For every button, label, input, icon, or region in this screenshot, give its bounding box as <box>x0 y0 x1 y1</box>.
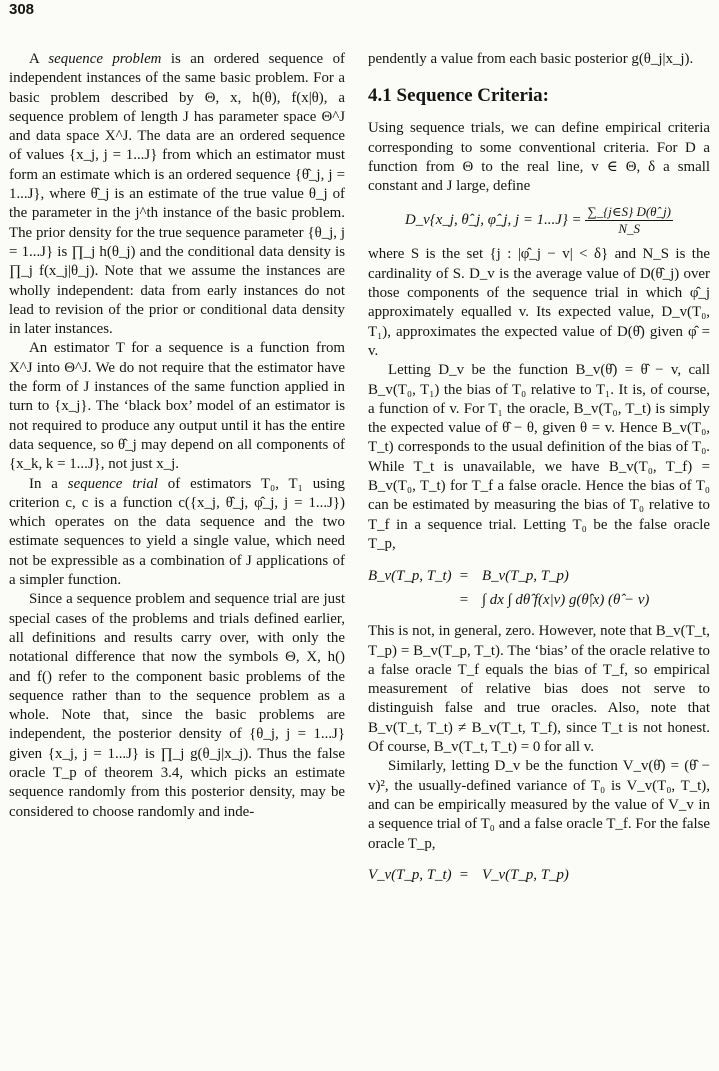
paragraph-estimator: An estimator T for a sequence is a function from X^J into Θ^J. We do not require that the estimator have the form of J instances of the same function applied in turn to {x_j}. The ‘black box’ model of an estimator is not required to produce any output until it has the entire data sequence, so θ̂_j may depend on all components of {x_k, k = 1...J}, not just x_j. <box>9 340 345 473</box>
paragraph-criteria-intro: Using sequence trials, we can define empirical criteria corresponding to some conventional criteria. For D a function from Θ to the real line, v ∈ Θ, δ a small constant and J large, define <box>368 120 710 195</box>
equation-dv: D_v{x_j, θ̂_j, φ̂_j, j = 1...J} = $\frac{\sum\_\{j\in S\} D(\thetâ\_j)}{N\_S}$ <box>404 204 672 237</box>
paragraph-not-zero: This is not, in general, zero. However, note that B_v(T_t, T_p) = B_v(T_p, T_t). The ‘bias’ of the oracle relative to a false oracle T_f equals the bias of T_f, so empirical measurement of relative bias does not serve to distinguish false and true oracles. Also, note that B_v(T_t, T_t) ≠ B_v(T_t, T_f), since T_t is not honest. Of course, B_v(T_t, T_t) = 0 for all v. <box>368 623 710 756</box>
paragraph-bias: Letting D_v be the function B_v(θ̂) = θ̂ − v, call B_v(T₀, T₁) the bias of T₀ relative to T₁. It is, of course, a function of v. For T₁ the oracle, B_v(T₀, T_t) is simply the expected value of θ̂ − θ, given θ = v. Hence B_v(T₀, T_t) corresponds to the usual definition of the bias of T₀. While T_t is unavailable, we have B_v(T₀, T_f) = B_v(T₀, T_t) for T_f a false oracle. Hence the bias of T₀ can be estimated by measuring the bias of T₀ relative to T_f in a sequence trial. Letting T₀ be the false oracle T_p, <box>368 362 710 552</box>
paragraph-set-s: where S is the set {j : |φ̂_j − v| < δ} and N_S is the cardinality of S. D_v is the average value of D(θ̂_j) over those components of the sequence trial in which φ̂_j approximately equalled v. Its expected value, D_v(T₀, T₁), approximates the expected value of D(θ̂) given φ̂ = v. <box>368 246 710 359</box>
page-number: 308 <box>9 1 35 18</box>
paragraph-sequence-trial: In a sequence trial of estimators T₀, T₁ using criterion c, c is a function c({x_j, θ̂_j, φ̂_j, j = 1...J}) which operates on the data sequence and the two estimate sequences to yield a single value, which need not be expressible as a combination of J applications of a simpler function. <box>9 475 345 589</box>
left-column <box>9 50 345 822</box>
section-heading: 4.1 Sequence Criteria: <box>368 85 549 107</box>
equation-variance: V_v(T_p, T_t) = V_v(T_p, T_p) <box>368 867 569 884</box>
equation-bias: B_v(T_p, T_t) = B_v(T_p, T_p) = ∫ dx ∫ dθ̂ f(x|v) g(θ̂|x) (θ̂ − v) <box>368 567 650 608</box>
paragraph-continuation: pendently a value from each basic posterior g(θ_j|x_j). <box>368 51 694 67</box>
paragraph-sequence-problem: A sequence problem is an ordered sequence of independent instances of the same basic problem. For a basic problem described by Θ, x, h(θ), f(x|θ), a sequence problem of length J has parameter space Θ^J and data space X^J. The data are an ordered sequence of values {x_j, j = 1...J} from which an estimator must form an estimate which is an ordered sequence {θ̂_j, j = 1...J}, where θ̂_j is an estimate of the true value θ_j of the parameter in the j^th instance of the basic problem. The prior density for the true sequence parameter {θ_j, j = 1...J} is ∏_j h(θ_j) and the conditional data density is ∏_j f(x_j|θ_j). Note that we assume the instances are wholly independent: data from early instances do not lead to revision of the prior or conditional data density in later instances. <box>9 51 345 338</box>
right-column <box>368 50 710 898</box>
paragraph-special-cases: Since a sequence problem and sequence trial are just special cases of the problems and trials defined earlier, all definitions and results carry over, with only the notational difference that now the symbols Θ, X, h() and f() refer to the component basic problems of the sequence rather than to the sequence problem as a whole. Note that, since the basic problems are independent, the posterior density of {θ_j, j = 1...J} given {x_j, j = 1...J} is ∏_j g(θ_j|x_j). Thus the false oracle T_p of theorem 3.4, which picks an estimate sequence randomly from this posterior density, may be considered to choose randomly and inde- <box>9 591 345 820</box>
paragraph-variance: Similarly, letting D_v be the function V_v(θ̂) = (θ̂ − v)², the usually-defined variance of T₀ is V_v(T₀, T_t), and can be empirically measured by the value of V_v in a sequence trial of T₀ and a false oracle T_f. For the false oracle T_p, <box>368 758 710 852</box>
